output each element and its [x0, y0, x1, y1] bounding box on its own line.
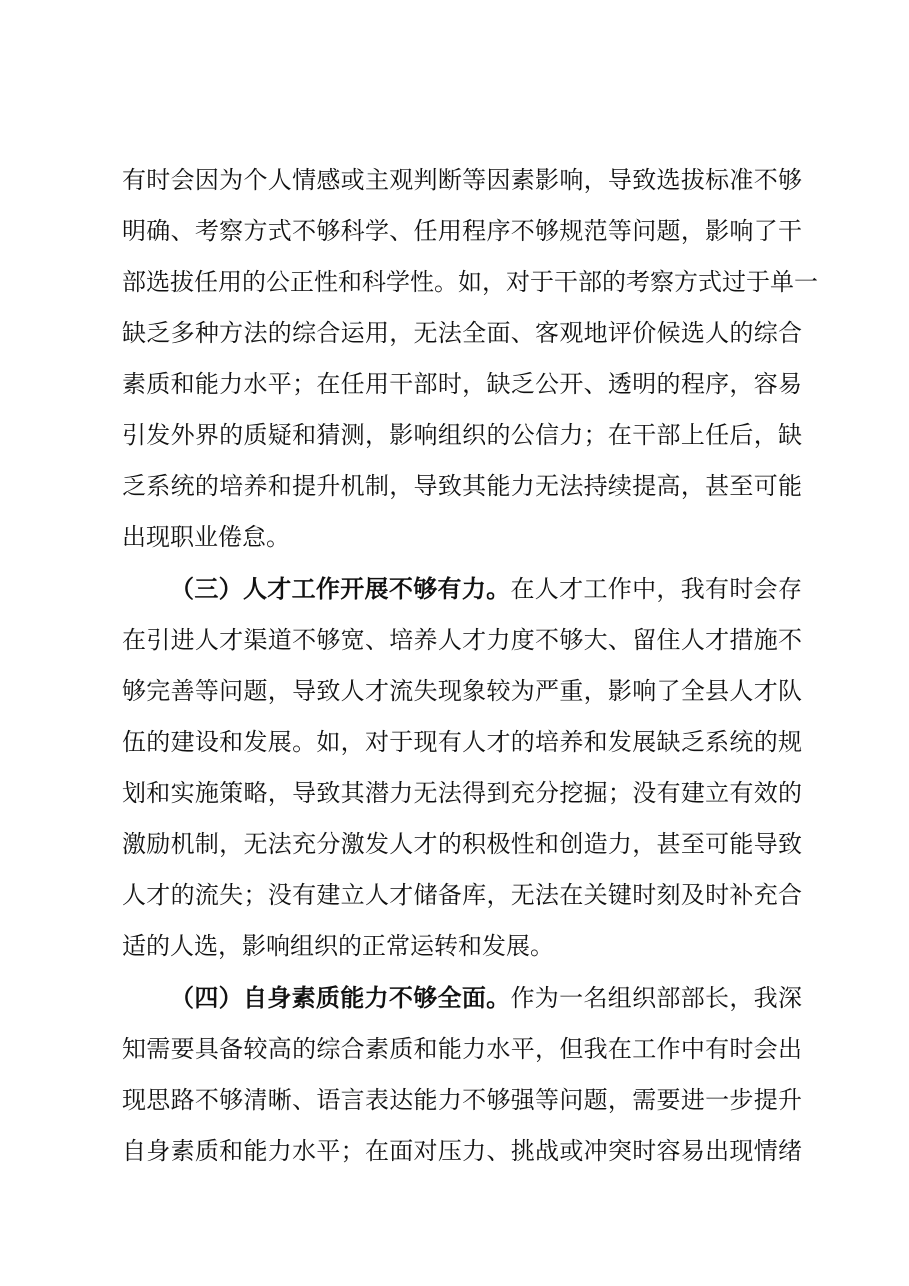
section-heading-3: （三）人才工作开展不够有力。	[170, 574, 511, 603]
paragraph-1-line-6: 引发外界的质疑和猜测，影响组织的公信力；在干部上任后，缺	[122, 421, 802, 449]
paragraph-1-line-2: 明确、考察方式不够科学、任用程序不够规范等问题，影响了干	[122, 217, 802, 245]
paragraph-2-line-6: 激励机制，无法充分激发人才的积极性和创造力，甚至可能导致	[122, 830, 802, 858]
paragraph-3-line-4: 自身素质和能力水平；在面对压力、挑战或冲突时容易出现情绪	[122, 1137, 802, 1165]
paragraph-1-line-4: 缺乏多种方法的综合运用，无法全面、客观地评价候选人的综合	[122, 319, 802, 347]
paragraph-3-line-2: 知需要具备较高的综合素质和能力水平，但我在工作中有时会出	[122, 1035, 802, 1063]
paragraph-3-line-1-text: 作为一名组织部部长，我深	[510, 984, 803, 1012]
paragraph-1-line-8: 出现职业倦怠。	[122, 523, 290, 551]
paragraph-1-line-5: 素质和能力水平；在任用干部时，缺乏公开、透明的程序，容易	[122, 370, 802, 398]
paragraph-1-line-3: 部选拔任用的公正性和科学性。如，对于干部的考察方式过于单一	[122, 268, 818, 296]
paragraph-2-line-3: 够完善等问题，导致人才流失现象较为严重，影响了全县人才队	[122, 677, 802, 705]
paragraph-1-line-1: 有时会因为个人情感或主观判断等因素影响，导致选拔标准不够	[122, 166, 802, 194]
paragraph-2-line-7: 人才的流失；没有建立人才储备库，无法在关键时刻及时补充合	[122, 881, 802, 909]
paragraph-2-line-1-text: 在人才工作中，我有时会存	[510, 575, 803, 603]
paragraph-2-line-5: 划和实施策略，导致其潜力无法得到充分挖掘；没有建立有效的	[122, 779, 802, 807]
paragraph-2-line-2: 在引进人才渠道不够宽、培养人才力度不够大、留住人才措施不	[122, 626, 802, 654]
section-heading-4: （四）自身素质能力不够全面。	[170, 983, 511, 1012]
paragraph-3-line-3: 现思路不够清晰、语言表达能力不够强等问题，需要进一步提升	[122, 1086, 802, 1114]
paragraph-3-line-1	[170, 978, 802, 1018]
paragraph-2-line-1	[170, 569, 802, 609]
paragraph-1-line-7: 乏系统的培养和提升机制，导致其能力无法持续提高，甚至可能	[122, 472, 802, 500]
paragraph-2-line-8: 适的人选，影响组织的正常运转和发展。	[122, 932, 554, 960]
paragraph-2-line-4: 伍的建设和发展。如，对于现有人才的培养和发展缺乏系统的规	[122, 728, 802, 756]
